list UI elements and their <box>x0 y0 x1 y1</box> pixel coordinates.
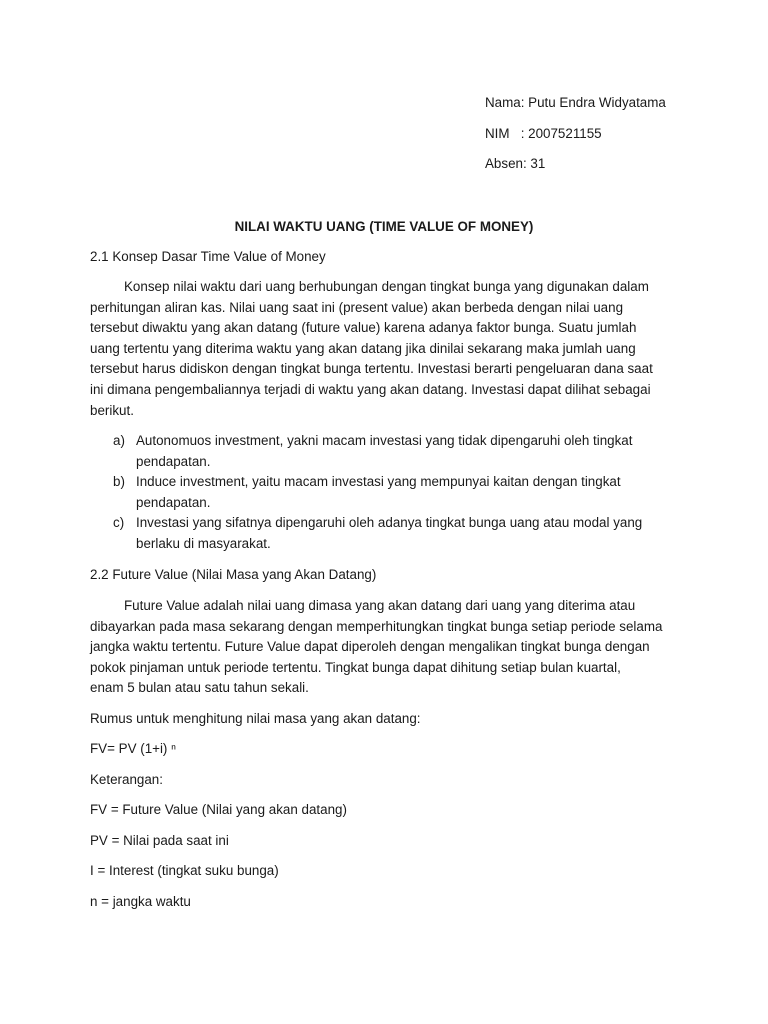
formula: FV= PV (1+i) ⁿ <box>90 741 176 756</box>
list-item <box>90 431 690 472</box>
definition-i: I = Interest (tingkat suku bunga) <box>90 863 279 878</box>
keterangan-label: Keterangan: <box>90 772 163 787</box>
section-2-heading: 2.2 Future Value (Nilai Masa yang Akan Datang) <box>90 567 377 582</box>
paragraph-line: tersebut harus didiskon dengan tingkat bunga tertentu. Investasi berarti pengeluaran dana saat <box>90 361 653 377</box>
document-title: NILAI WAKTU UANG (TIME VALUE OF MONEY) <box>234 219 534 234</box>
list-item-line: Autonomuos investment, yakni macam investasi yang tidak dipengaruhi oleh tingkat <box>136 433 633 448</box>
investment-list <box>90 431 690 555</box>
list-item-line: pendapatan. <box>136 453 211 469</box>
list-marker: b) <box>113 474 125 490</box>
paragraph-line: berikut. <box>90 402 134 418</box>
section-1-heading: 2.1 Konsep Dasar Time Value of Money <box>90 249 326 264</box>
list-item-line: Induce investment, yaitu macam investasi yang mempunyai kaitan dengan tingkat <box>136 474 621 490</box>
formula-intro: Rumus untuk menghitung nilai masa yang akan datang: <box>90 711 421 726</box>
list-item <box>90 513 690 554</box>
paragraph-line: dibayarkan pada masa sekarang dengan memperhitungkan tingkat bunga setiap periode selama <box>90 618 663 634</box>
student-absen: Absen: 31 <box>485 156 546 171</box>
paragraph-line: tersebut diwaktu yang akan datang (future value) karena adanya faktor bunga. Suatu jumlah <box>90 320 637 336</box>
section-2-paragraph <box>90 596 680 699</box>
paragraph-line: Future Value adalah nilai uang dimasa yang akan datang dari uang yang diterima atau <box>124 598 636 613</box>
paragraph-line: uang tertentu yang diterima waktu yang akan datang jika dinilai sekarang maka jumlah uang <box>90 340 636 356</box>
paragraph-line: ini dimana pengembaliannya terjadi di waktu yang akan datang. Investasi dapat dilihat sebagai <box>90 381 651 397</box>
student-nim: NIM : 2007521155 <box>485 126 602 141</box>
definition-pv: PV = Nilai pada saat ini <box>90 833 229 848</box>
paragraph-line: enam 5 bulan atau satu tahun sekali. <box>90 680 309 696</box>
definition-n: n = jangka waktu <box>90 894 191 909</box>
paragraph-line: perhitungan aliran kas. Nilai uang saat ini (present value) akan berbeda dengan nilai uang <box>90 299 624 315</box>
student-name: Nama: Putu Endra Widyatama <box>485 95 666 110</box>
list-marker: a) <box>113 433 125 448</box>
section-1-paragraph <box>90 277 680 421</box>
list-item-line: berlaku di masyarakat. <box>136 535 271 551</box>
list-marker: c) <box>113 515 125 531</box>
paragraph-line: jangka waktu tertentu. Future Value dapat diperoleh dengan mengalikan tingkat bunga dengan <box>90 639 650 655</box>
paragraph-line: Konsep nilai waktu dari uang berhubungan dengan tingkat bunga yang digunakan dalam <box>124 279 649 294</box>
list-item-line: Investasi yang sifatnya dipengaruhi oleh adanya tingkat bunga uang atau modal yang <box>136 515 643 531</box>
list-item <box>90 472 690 513</box>
definition-fv: FV = Future Value (Nilai yang akan datang) <box>90 802 347 817</box>
list-item-line: pendapatan. <box>136 494 211 510</box>
paragraph-line: pokok pinjaman untuk periode tertentu. Tingkat bunga dapat dihitung setiap bulan kuartal, <box>90 659 621 675</box>
